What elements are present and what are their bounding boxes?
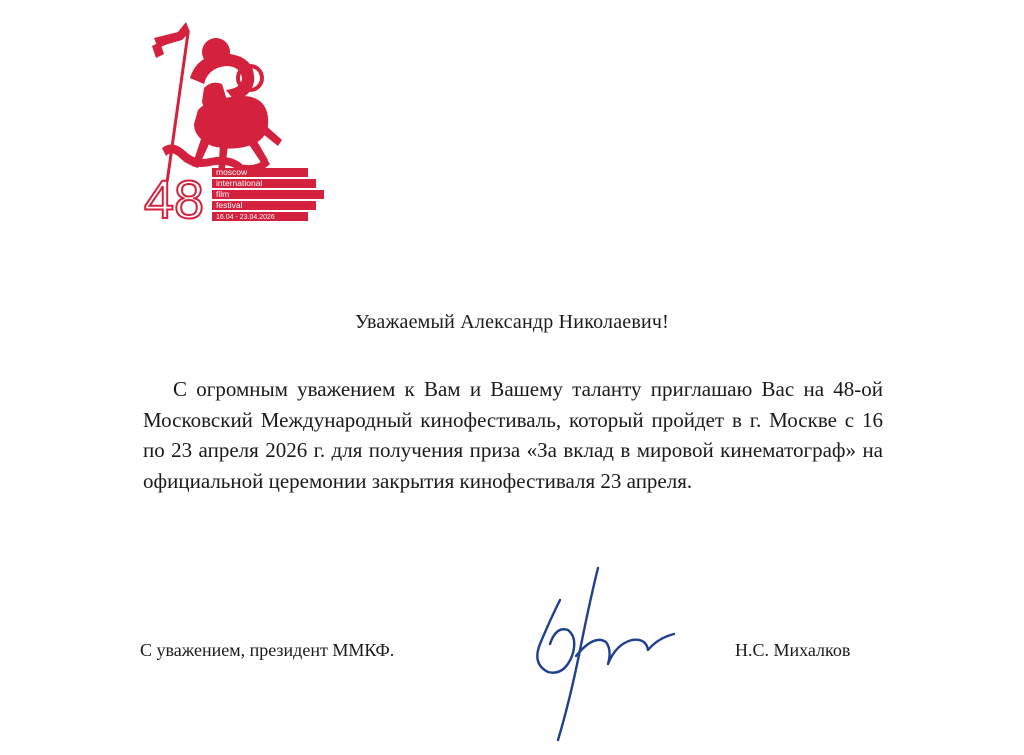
logo-line-film: film [216, 189, 230, 199]
st-george-emblem-icon [138, 18, 328, 228]
signature-icon [498, 560, 718, 750]
logo-number: 48 [144, 170, 205, 228]
handwritten-signature [498, 560, 718, 750]
letter-greeting: Уважаемый Александр Николаевич! [354, 311, 670, 333]
logo-line-international: international [216, 178, 263, 188]
logo-dates: 16.04 - 23.04.2026 [216, 214, 275, 221]
letter-signatory: Н.С. Михалков [735, 640, 851, 660]
festival-logo [138, 18, 328, 228]
logo-line-festival: festival [216, 200, 243, 210]
letter-closing: С уважением, президент ММКФ. [140, 640, 395, 660]
logo-line-moscow: moscow [216, 167, 248, 177]
letter-body: С огромным уважением к Вам и Вашему таланту приглашаю Вас на 48-ой Московский Международный кинофестиваль, который пройдет в г. Москве с 16 по 23 апреля 2026 г. для получения приза «За вклад в мировой кинематограф» на официальной церемонии закрытия кинофестиваля 23 апреля. [143, 377, 883, 493]
